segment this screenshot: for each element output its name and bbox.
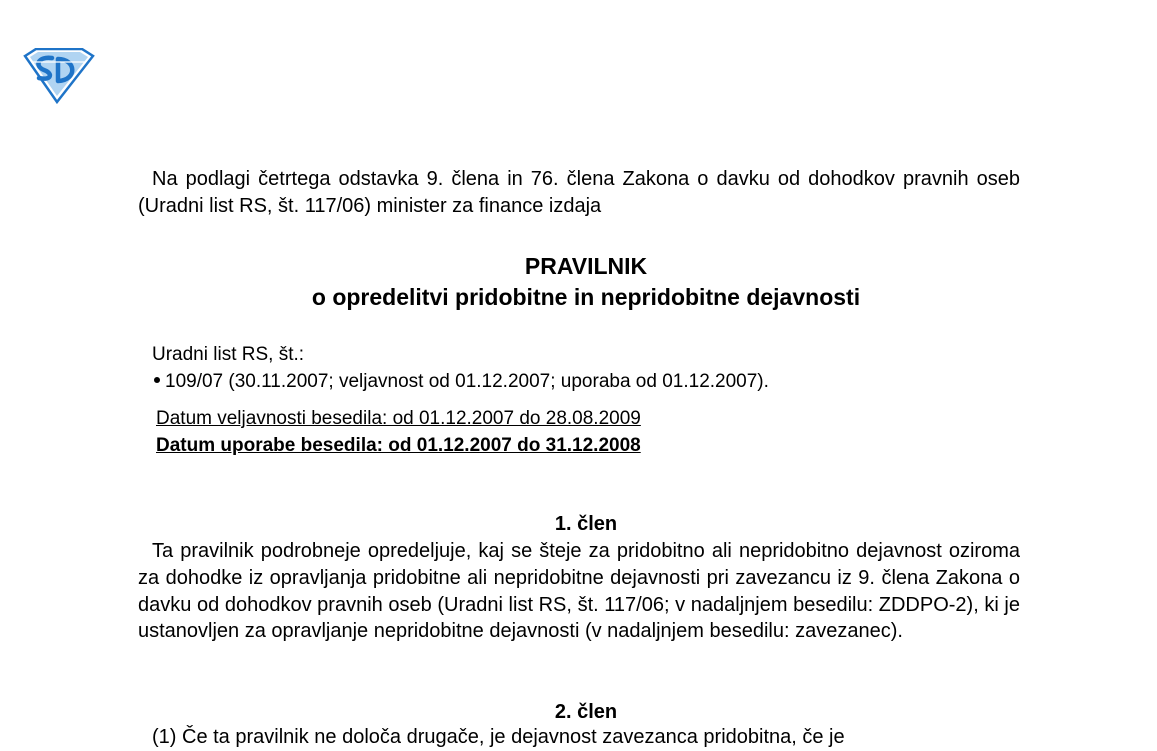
- article-2-heading: 2. člen: [554, 701, 618, 723]
- document-subtitle: o opredelitvi pridobitne in nepridobitne dejavnosti: [311, 284, 861, 310]
- article-2-text: (1) Če ta pravilnik ne določa drugače, je dejavnost zavezanca pridobitna, če je: [152, 726, 845, 748]
- document-title: PRAVILNIK: [524, 253, 648, 279]
- bullet-icon: [154, 377, 160, 383]
- gazette-label: Uradni list RS, št.:: [152, 344, 305, 365]
- application-date: Datum uporabe besedila: od 01.12.2007 do 31.12.2008: [156, 435, 641, 456]
- gazette-reference: [152, 341, 769, 395]
- article-1-text: Ta pravilnik podrobneje opredeljuje, kaj se šteje za pridobitno ali nepridobitno dejavnost oziroma za dohodke iz opravljanja pridobitne ali nepridobitne dejavnosti pri zavezancu iz 9. člena Zakona o davku od dohodkov pravnih oseb (Uradni list RS, št. 117/06; v nadaljnjem besedilu: ZDDPO-2), ki je ustanovljen za opravljanje nepridobitne dejavnosti (v nadaljnjem besedilu: zavezanec).: [138, 540, 1020, 643]
- article-1-heading: 1. člen: [554, 513, 618, 535]
- diamond-s-logo-icon: [22, 48, 96, 104]
- validity-date: Datum veljavnosti besedila: od 01.12.2007 do 28.08.2009: [156, 408, 641, 429]
- text-dates: [156, 405, 641, 459]
- preamble-paragraph: Na podlagi četrtega odstavka 9. člena in 76. člena Zakona o davku od dohodkov pravnih oseb (Uradni list RS, št. 117/06) minister za finance izdaja: [138, 168, 1020, 217]
- gazette-entry-text: 109/07 (30.11.2007; veljavnost od 01.12.2007; uporaba od 01.12.2007).: [165, 371, 769, 392]
- gazette-entry: [152, 368, 769, 395]
